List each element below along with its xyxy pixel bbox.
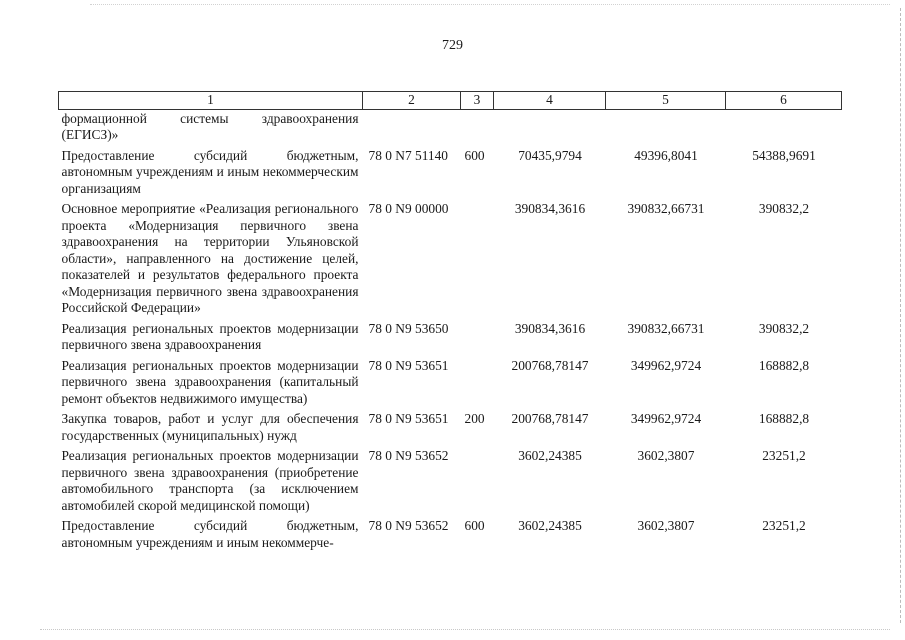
row-value-2: 349962,9724 bbox=[630, 357, 702, 373]
row-value-3: 168882,8 bbox=[758, 357, 810, 373]
row-vr: 200 bbox=[464, 411, 485, 426]
row-code bbox=[363, 109, 461, 148]
header-col-1: 1 bbox=[59, 92, 363, 110]
row-vr bbox=[461, 358, 494, 412]
row-value-1: 390834,3616 bbox=[514, 201, 586, 216]
row-code: 78 0 N9 53652 bbox=[368, 448, 449, 463]
header-col-4: 4 bbox=[494, 92, 606, 110]
row-name: формационной системы здравоохранения (ЕГИСЗ)» bbox=[61, 110, 359, 142]
table-row bbox=[59, 518, 842, 555]
row-value-3: 390832,2 bbox=[758, 201, 810, 216]
table-row bbox=[59, 411, 842, 448]
row-value-3: 23251,2 bbox=[762, 518, 806, 533]
row-name: Реализация региональных проектов модернизации первичного звена здравоохранения bbox=[61, 320, 359, 352]
header-col-5: 5 bbox=[606, 92, 726, 110]
row-value-1: 3602,24385 bbox=[518, 448, 582, 463]
table-body bbox=[59, 109, 842, 555]
header-col-2: 2 bbox=[363, 92, 461, 110]
row-value-2: 3602,3807 bbox=[637, 518, 695, 533]
row-value-2 bbox=[606, 109, 726, 148]
scan-edge-right bbox=[899, 8, 901, 623]
table-row bbox=[59, 201, 842, 321]
row-value-1 bbox=[494, 109, 606, 148]
row-code: 78 0 N9 53652 bbox=[368, 518, 449, 533]
row-name: Реализация региональных проектов модернизации первичного звена здравоохранения (приобретение автомобильного транспорта (за исключением автомобилей скорой медицинской помощи) bbox=[61, 448, 359, 513]
row-vr: 600 bbox=[464, 147, 485, 163]
row-code: 78 0 N9 00000 bbox=[368, 201, 449, 216]
row-name: Закупка товаров, работ и услуг для обеспечения государственных (муниципальных) нужд bbox=[61, 411, 359, 443]
row-value-3: 23251,2 bbox=[762, 448, 806, 463]
table-row bbox=[59, 109, 842, 148]
row-vr bbox=[461, 109, 494, 148]
table-row bbox=[59, 448, 842, 518]
table-row bbox=[59, 148, 842, 202]
row-value-1: 200768,78147 bbox=[511, 411, 589, 426]
scan-edge-bottom bbox=[40, 628, 890, 630]
row-value-3 bbox=[726, 109, 842, 148]
table-row bbox=[59, 358, 842, 412]
table-header bbox=[59, 92, 842, 110]
row-value-1: 70435,9794 bbox=[518, 147, 582, 163]
scan-edge-top bbox=[90, 4, 890, 6]
row-value-2: 49396,8041 bbox=[634, 147, 698, 163]
header-col-3: 3 bbox=[461, 92, 494, 110]
row-value-2: 390832,66731 bbox=[627, 320, 705, 336]
row-name: Реализация региональных проектов модернизации первичного звена здравоохранения (капитальный ремонт объектов недвижимого имущества) bbox=[61, 357, 359, 406]
row-vr: 600 bbox=[464, 518, 485, 533]
row-code: 78 0 N9 53651 bbox=[368, 357, 449, 373]
table-row bbox=[59, 321, 842, 358]
row-value-3: 390832,2 bbox=[758, 320, 810, 336]
row-value-2: 3602,3807 bbox=[637, 448, 695, 463]
row-value-1: 3602,24385 bbox=[518, 518, 582, 533]
row-value-3: 168882,8 bbox=[758, 411, 810, 426]
header-row bbox=[59, 92, 842, 110]
row-value-1: 390834,3616 bbox=[514, 320, 586, 336]
row-value-3: 54388,9691 bbox=[752, 147, 816, 163]
row-code: 78 0 N9 53650 bbox=[368, 320, 449, 336]
row-value-2: 390832,66731 bbox=[627, 201, 705, 216]
page-number: 729 bbox=[442, 38, 463, 53]
header-col-6: 6 bbox=[726, 92, 842, 110]
row-name: Основное мероприятие «Реализация регионального проекта «Модернизация первичного звена здравоохранения на территории Ульяновской области», направленного на достижение целей, показателей и результатов федерального проекта «Модернизация первичного звена здравоохранения Российской Федерации» bbox=[61, 201, 359, 315]
row-name: Предоставление субсидий бюджетным, автономным учреждениям и иным некоммерче- bbox=[61, 518, 359, 550]
row-vr bbox=[461, 321, 494, 358]
row-vr bbox=[461, 201, 494, 321]
row-name: Предоставление субсидий бюджетным, автономным учреждениям и иным некоммерческим организациям bbox=[61, 147, 359, 196]
row-value-2: 349962,9724 bbox=[630, 411, 702, 426]
row-code: 78 0 N9 53651 bbox=[368, 411, 449, 426]
row-vr bbox=[461, 448, 494, 518]
row-value-1: 200768,78147 bbox=[511, 357, 589, 373]
row-code: 78 0 N7 51140 bbox=[368, 147, 448, 163]
budget-table bbox=[58, 91, 842, 555]
